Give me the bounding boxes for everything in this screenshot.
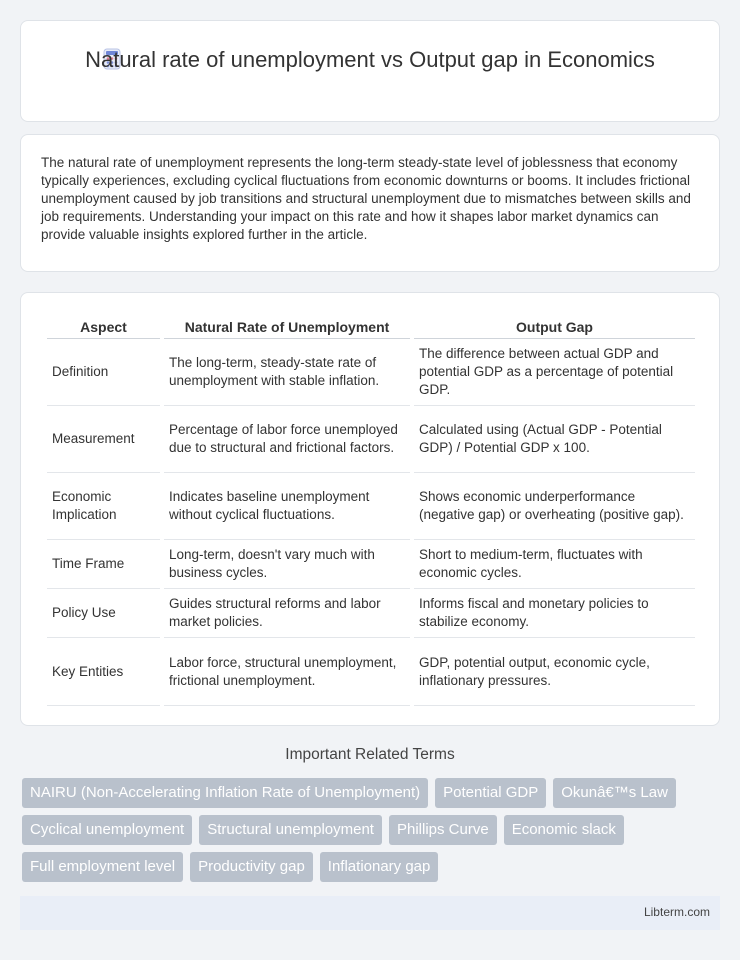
- natural-rate-cell: The long-term, steady-state rate of unemployment with stable inflation.: [164, 339, 410, 406]
- table-row: [47, 473, 695, 540]
- natural-rate-cell: Indicates baseline unemployment without cyclical fluctuations.: [164, 473, 410, 540]
- related-term-tag[interactable]: Phillips Curve: [389, 815, 497, 845]
- comparison-table-card: [20, 292, 720, 726]
- header-natural-rate: Natural Rate of Unemployment: [164, 315, 410, 339]
- intro-card: [20, 134, 720, 272]
- header-aspect: Aspect: [47, 315, 160, 339]
- related-term-tag[interactable]: Okunâ€™s Law: [553, 778, 676, 808]
- natural-rate-cell: Percentage of labor force unemployed due to structural and frictional factors.: [164, 406, 410, 473]
- related-term-tag[interactable]: Full employment level: [22, 852, 183, 882]
- aspect-cell: Key Entities: [47, 638, 160, 706]
- aspect-cell: Policy Use: [47, 589, 160, 638]
- comparison-table: [43, 315, 699, 706]
- page-title: Natural rate of unemployment vs Output gap in Economics: [85, 47, 655, 72]
- table-row: [47, 406, 695, 473]
- aspect-cell: Definition: [47, 339, 160, 406]
- table-row: [47, 589, 695, 638]
- related-term-tag[interactable]: Productivity gap: [190, 852, 313, 882]
- output-gap-cell: GDP, potential output, economic cycle, inflationary pressures.: [414, 638, 695, 706]
- related-term-tag[interactable]: NAIRU (Non-Accelerating Inflation Rate of Unemployment): [22, 778, 428, 808]
- related-term-tag[interactable]: Potential GDP: [435, 778, 546, 808]
- aspect-cell: Measurement: [47, 406, 160, 473]
- table-row: [47, 638, 695, 706]
- table-row: [47, 540, 695, 589]
- table-row: [47, 339, 695, 406]
- related-term-tag[interactable]: Cyclical unemployment: [22, 815, 192, 845]
- header-output-gap: Output Gap: [414, 315, 695, 339]
- related-terms-list: [22, 778, 712, 882]
- table-header-row: [47, 315, 695, 339]
- footer-bar: [20, 896, 720, 930]
- title-card: [20, 20, 720, 122]
- natural-rate-cell: Labor force, structural unemployment, frictional unemployment.: [164, 638, 410, 706]
- intro-paragraph: The natural rate of unemployment represents the long-term steady-state level of joblessness that economy typically experiences, excluding cyclical fluctuations from economic downturns or booms. It includes frictional unemployment caused by job transitions and structural unemployment due to mismatches between skills and job requirements. Understanding your impact on this rate and how it shapes labor market dynamics can provide valuable insights explored further in the article.: [41, 155, 691, 242]
- natural-rate-cell: Guides structural reforms and labor market policies.: [164, 589, 410, 638]
- aspect-cell: Time Frame: [47, 540, 160, 589]
- related-term-tag[interactable]: Inflationary gap: [320, 852, 439, 882]
- related-terms-heading: Important Related Terms: [285, 746, 455, 763]
- output-gap-cell: The difference between actual GDP and potential GDP as a percentage of potential GDP.: [414, 339, 695, 406]
- related-term-tag[interactable]: Economic slack: [504, 815, 624, 845]
- natural-rate-cell: Long-term, doesn't vary much with business cycles.: [164, 540, 410, 589]
- related-term-tag[interactable]: Structural unemployment: [199, 815, 382, 845]
- output-gap-cell: Shows economic underperformance (negative gap) or overheating (positive gap).: [414, 473, 695, 540]
- aspect-cell: Economic Implication: [47, 473, 160, 540]
- output-gap-cell: Informs fiscal and monetary policies to stabilize economy.: [414, 589, 695, 638]
- footer-site-link[interactable]: Libterm.com: [643, 905, 710, 919]
- output-gap-cell: Short to medium-term, fluctuates with economic cycles.: [414, 540, 695, 589]
- output-gap-cell: Calculated using (Actual GDP - Potential GDP) / Potential GDP x 100.: [414, 406, 695, 473]
